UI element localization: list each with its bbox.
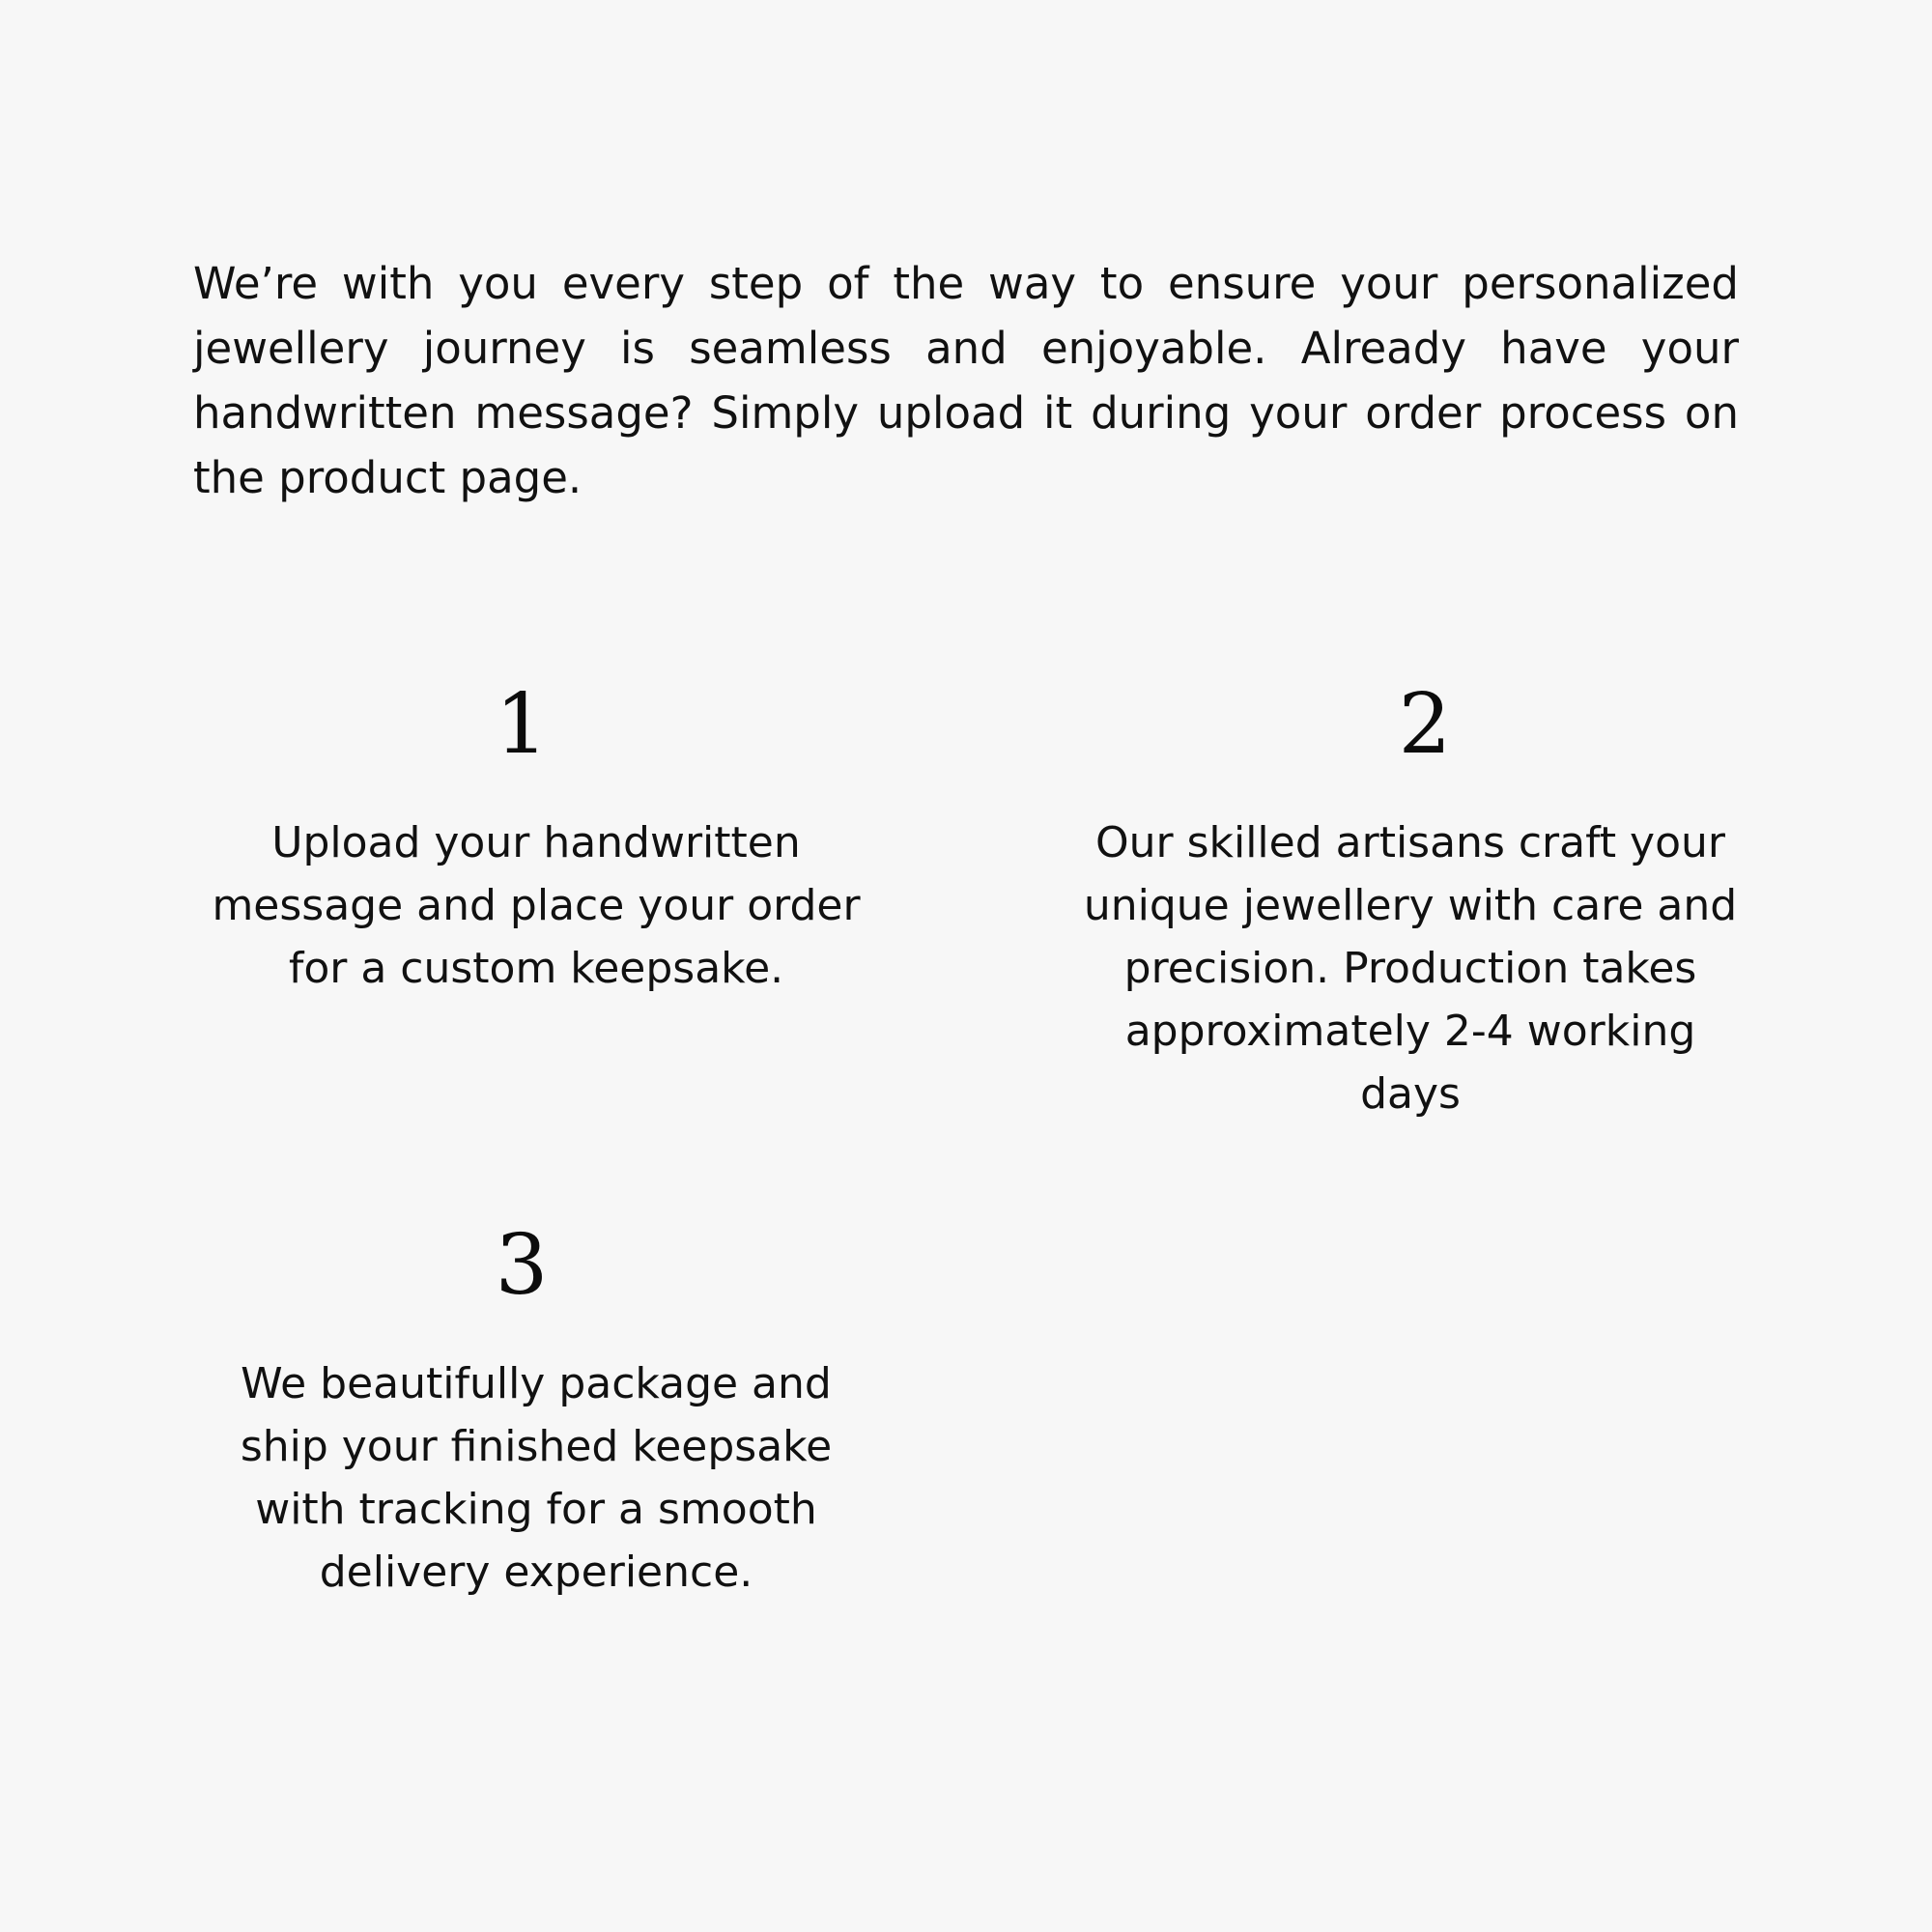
step-number: 3 — [495, 1217, 549, 1314]
step-description: Upload your handwritten message and place your order for a custom keepsake. — [212, 818, 861, 993]
step-description: Our skilled artisans craft your unique jewellery with care and precision. Production takes approximately 2-4 working days — [1083, 818, 1738, 1119]
step-number: 1 — [495, 676, 549, 773]
step-number: 2 — [1398, 676, 1452, 773]
step-3 — [193, 1217, 879, 1604]
step-description: We beautifully package and ship your finished keepsake with tracking for a smooth delivery experience. — [240, 1359, 833, 1597]
intro-paragraph: We’re with you every step of the way to ensure your personalized jewellery journey is seamless and enjoyable. Already have your handwritten message? Simply upload it during your order process on the product page. — [193, 258, 1739, 503]
step-1 — [193, 676, 879, 1000]
step-2 — [1072, 676, 1748, 1125]
